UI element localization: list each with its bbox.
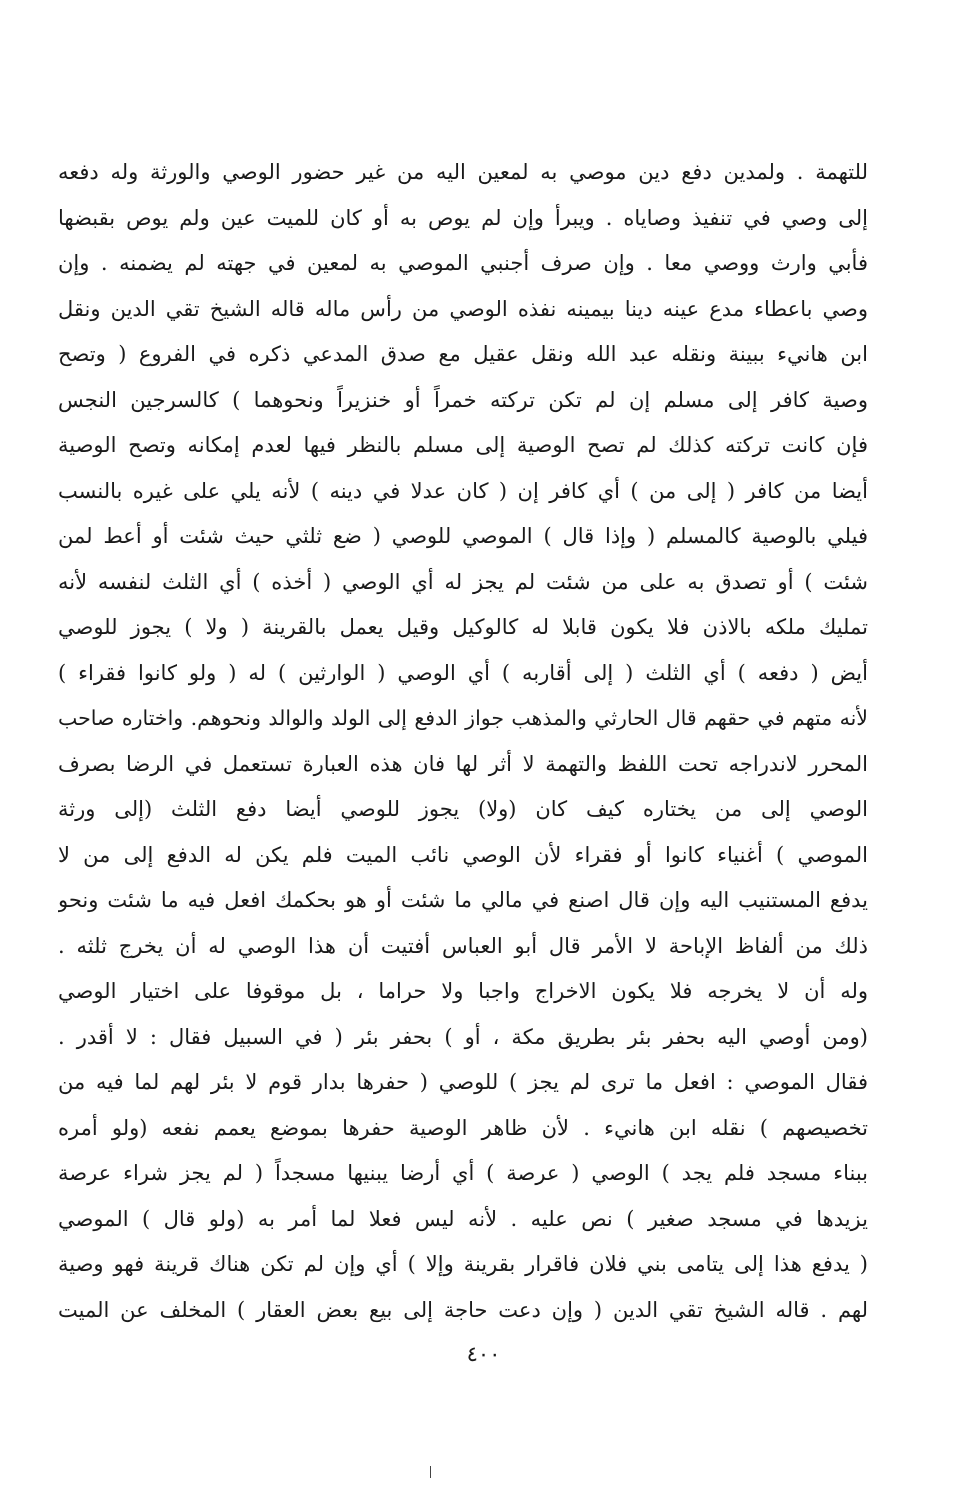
- text-line-15: الوصي إلى من يختاره كيف كان (ولا) يجوز للوصي أيضا دفع الثلث (إلى ورثة: [58, 797, 868, 821]
- text-line-21: فقال الموصي : افعل ما ترى لم يجز ) للوصي ( حفرها بدار قوم لا بئر لهم لما فيه من: [58, 1070, 868, 1094]
- text-line-2: إلى وصي في تنفيذ وصاياه . ويبرأ وإن لم يوص به أو كان للميت عين ولم يوص بقبضها: [58, 205, 868, 230]
- text-line-22: تخصيصهم ) نقله ابن هانيء . لأن ظاهر الوصية حفرها بموضع يعمم نفعه (ولو أمره: [58, 1115, 868, 1140]
- text-line-4: وصي باعطاء مدع عينه دينا بيمينه نفذه الوصي من رأس ماله قاله الشيخ تقي الدين ونقل: [58, 296, 868, 321]
- text-line-18: ذلك من ألفاظ الإباحة لا الأمر قال أبو العباس أفتيت أن هذا الوصي له أن يخرج ثلثه .: [58, 933, 868, 958]
- text-line-3: فأبي وارث ووصي معا . وإن صرف أجنبي الموصي به لمعين في جهته لم يضمنه . وإن: [58, 251, 868, 275]
- text-line-5: ابن هانيء ببينة ونقله عبد الله ونقل عقيل مع صدق المدعي ذكره في الفروع ( وتصح: [58, 342, 868, 366]
- body-text: [58, 150, 868, 1333]
- text-line-26: لهم . قاله الشيخ تقي الدين ( وإن دعت حاجة إلى بيع بعض العقار ) المخلف عن الميت: [58, 1297, 868, 1322]
- text-line-12: أيض ( دفعه ) أي الثلث ( إلى أقاربه ) أي الوصي ( الوارثين ) له ( ولو كانوا فقراء ): [58, 660, 868, 685]
- text-line-9: فيلي بالوصية كالمسلم ( وإذا قال ) الموصي للوصي ( ضع ثلثي حيث شئت أو أعط لمن: [58, 524, 868, 548]
- text-line-20: (ومن أوصي اليه بحفر بئر بطريق مكة ، أو ) بحفر بئر ( في السبيل فقال : لا أقدر .: [58, 1024, 868, 1049]
- text-line-13: لأنه متهم في حقهم قال الحارثي والمذهب جواز الدفع إلى الولد والوالد ونحوهم. واختاره صاحب: [58, 706, 868, 730]
- text-line-8: أيضا من كافر ( إلى من ) أي كافر إن ( كان عدلا في دينه ) لأنه يلي على غيره بالنسب: [58, 478, 868, 503]
- text-line-17: يدفع المستنيب اليه وإن قال اصنع في مالي ما شئت أو هو بحكمك افعل فيه ما شئت ونحو: [58, 888, 868, 912]
- text-line-11: تمليك ملكه بالاذن فلا يكون قابلا له كالوكيل وقيل يعمل بالقرينة ( ولا ) يجوز للوصي: [58, 615, 868, 639]
- text-line-1: للتهمة . ولمدين دفع دين موصي به لمعين اليه من غير حضور الوصي والورثة وله دفعه: [58, 160, 868, 184]
- text-line-6: وصية كافر إلى مسلم إن لم تكن تركته خمراً أو خنزيراً ونحوهما ) كالسرجين النجس: [58, 387, 868, 412]
- text-line-16: الموصي ) أغنياء كانوا أو فقراء لأن الوصي نائب الميت فلم يكن له الدفع إلى من لا: [58, 842, 868, 867]
- text-line-14: المحرر لاندراجه تحت اللفظ والتهمة لا أثر لها فان هذه العبارة تستعمل في الرضا بصرف: [58, 751, 868, 776]
- text-line-7: فإن كانت تركته كذلك لم تصح الوصية إلى مسلم بالنظر فيها لعدم إمكانه وتصح الوصية: [58, 433, 868, 457]
- text-line-23: ببناء مسجد فلم يجد ) الوصي ( عرصة ) أي أرضا يبنيها مسجداً ( لم يجز شراء عرصة: [58, 1161, 868, 1185]
- page-number: ٤٠٠: [466, 1342, 501, 1366]
- text-line-24: يزيدها في مسجد صغير ) نص عليه . لأنه ليس فعلا لما أمر به (ولو قال ) الموصي: [58, 1206, 868, 1231]
- text-line-25: ( يدفع هذا إلى يتامى بني فلان فاقرار بقرينة وإلا ) أي وإن لم تكن هناك قرينة فهو وصية: [58, 1252, 868, 1276]
- scan-edge-mark: [430, 1466, 431, 1478]
- text-line-19: وله أن لا يخرجه فلا يكون الاخراج واجبا ولا حراما ، بل موقوفا على اختيار الوصي: [58, 979, 868, 1003]
- text-line-10: شئت ) أو تصدق به على من شئت لم يجز له أي الوصي ( أخذه ) أي الثلث لنفسه لأنه: [58, 569, 868, 594]
